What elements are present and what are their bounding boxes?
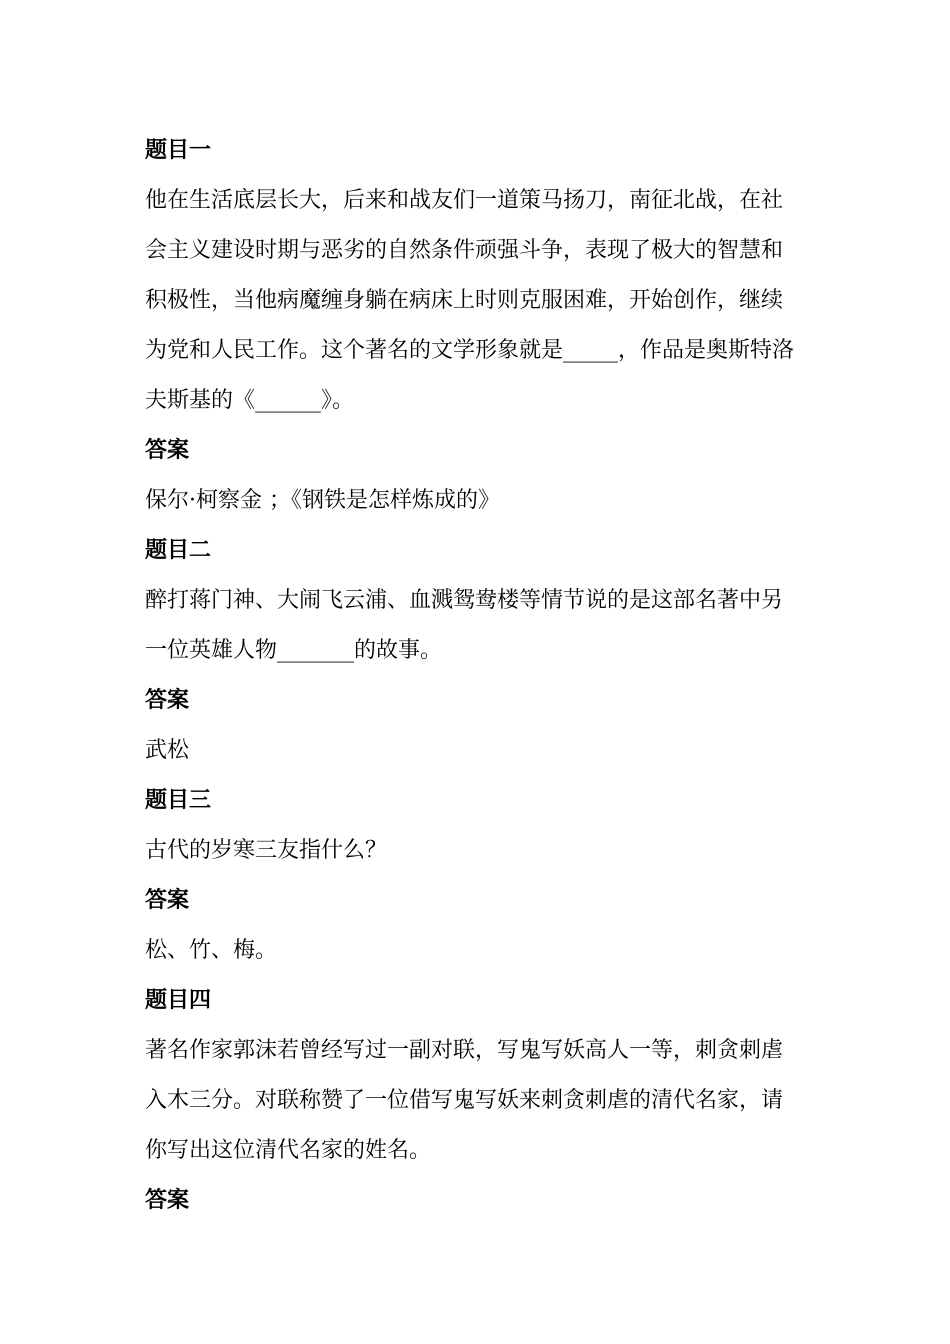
answer-text-line: 保尔·柯察金 ；《钢铁是怎样炼成的》 xyxy=(145,488,500,513)
question-title: 题目四 xyxy=(145,988,212,1013)
question-title: 题目一 xyxy=(145,138,212,163)
question-text-line: 醉打蒋门神、大闹飞云浦、血溅鸳鸯楼等情节说的是这部名著中另 xyxy=(145,588,784,613)
question-text-line: 夫斯基的《______》。 xyxy=(145,388,355,413)
answer-text-line: 松、竹、梅。 xyxy=(145,938,278,963)
question-text-line: 你写出这位清代名家的姓名。 xyxy=(145,1138,432,1163)
answer-label: 答案 xyxy=(145,1188,190,1213)
answer-label: 答案 xyxy=(145,888,190,913)
question-text-line: 古代的岁寒三友指什么？ xyxy=(145,838,388,863)
question-text-line: 入木三分。对联称赞了一位借写鬼写妖来刺贪刺虐的清代名家，请 xyxy=(145,1088,784,1113)
question-text-line: 著名作家郭沫若曾经写过一副对联，写鬼写妖高人一等，刺贪刺虐 xyxy=(145,1038,784,1063)
question-title: 题目三 xyxy=(145,788,212,813)
question-text-line: 一位英雄人物_______的故事。 xyxy=(145,638,443,663)
question-text-line: 为党和人民工作。这个著名的文学形象就是_____，作品是奥斯特洛 xyxy=(145,338,795,363)
answer-label: 答案 xyxy=(145,688,190,713)
answer-text-line: 武松 xyxy=(145,738,190,763)
question-text-line: 积极性，当他病魔缠身躺在病床上时则克服困难，开始创作，继续 xyxy=(145,288,784,313)
question-text-line: 他在生活底层长大，后来和战友们一道策马扬刀，南征北战，在社 xyxy=(145,188,784,213)
answer-label: 答案 xyxy=(145,438,190,463)
question-text-line: 会主义建设时期与恶劣的自然条件顽强斗争，表现了极大的智慧和 xyxy=(145,238,784,263)
document-content xyxy=(145,126,817,1226)
question-title: 题目二 xyxy=(145,538,212,563)
